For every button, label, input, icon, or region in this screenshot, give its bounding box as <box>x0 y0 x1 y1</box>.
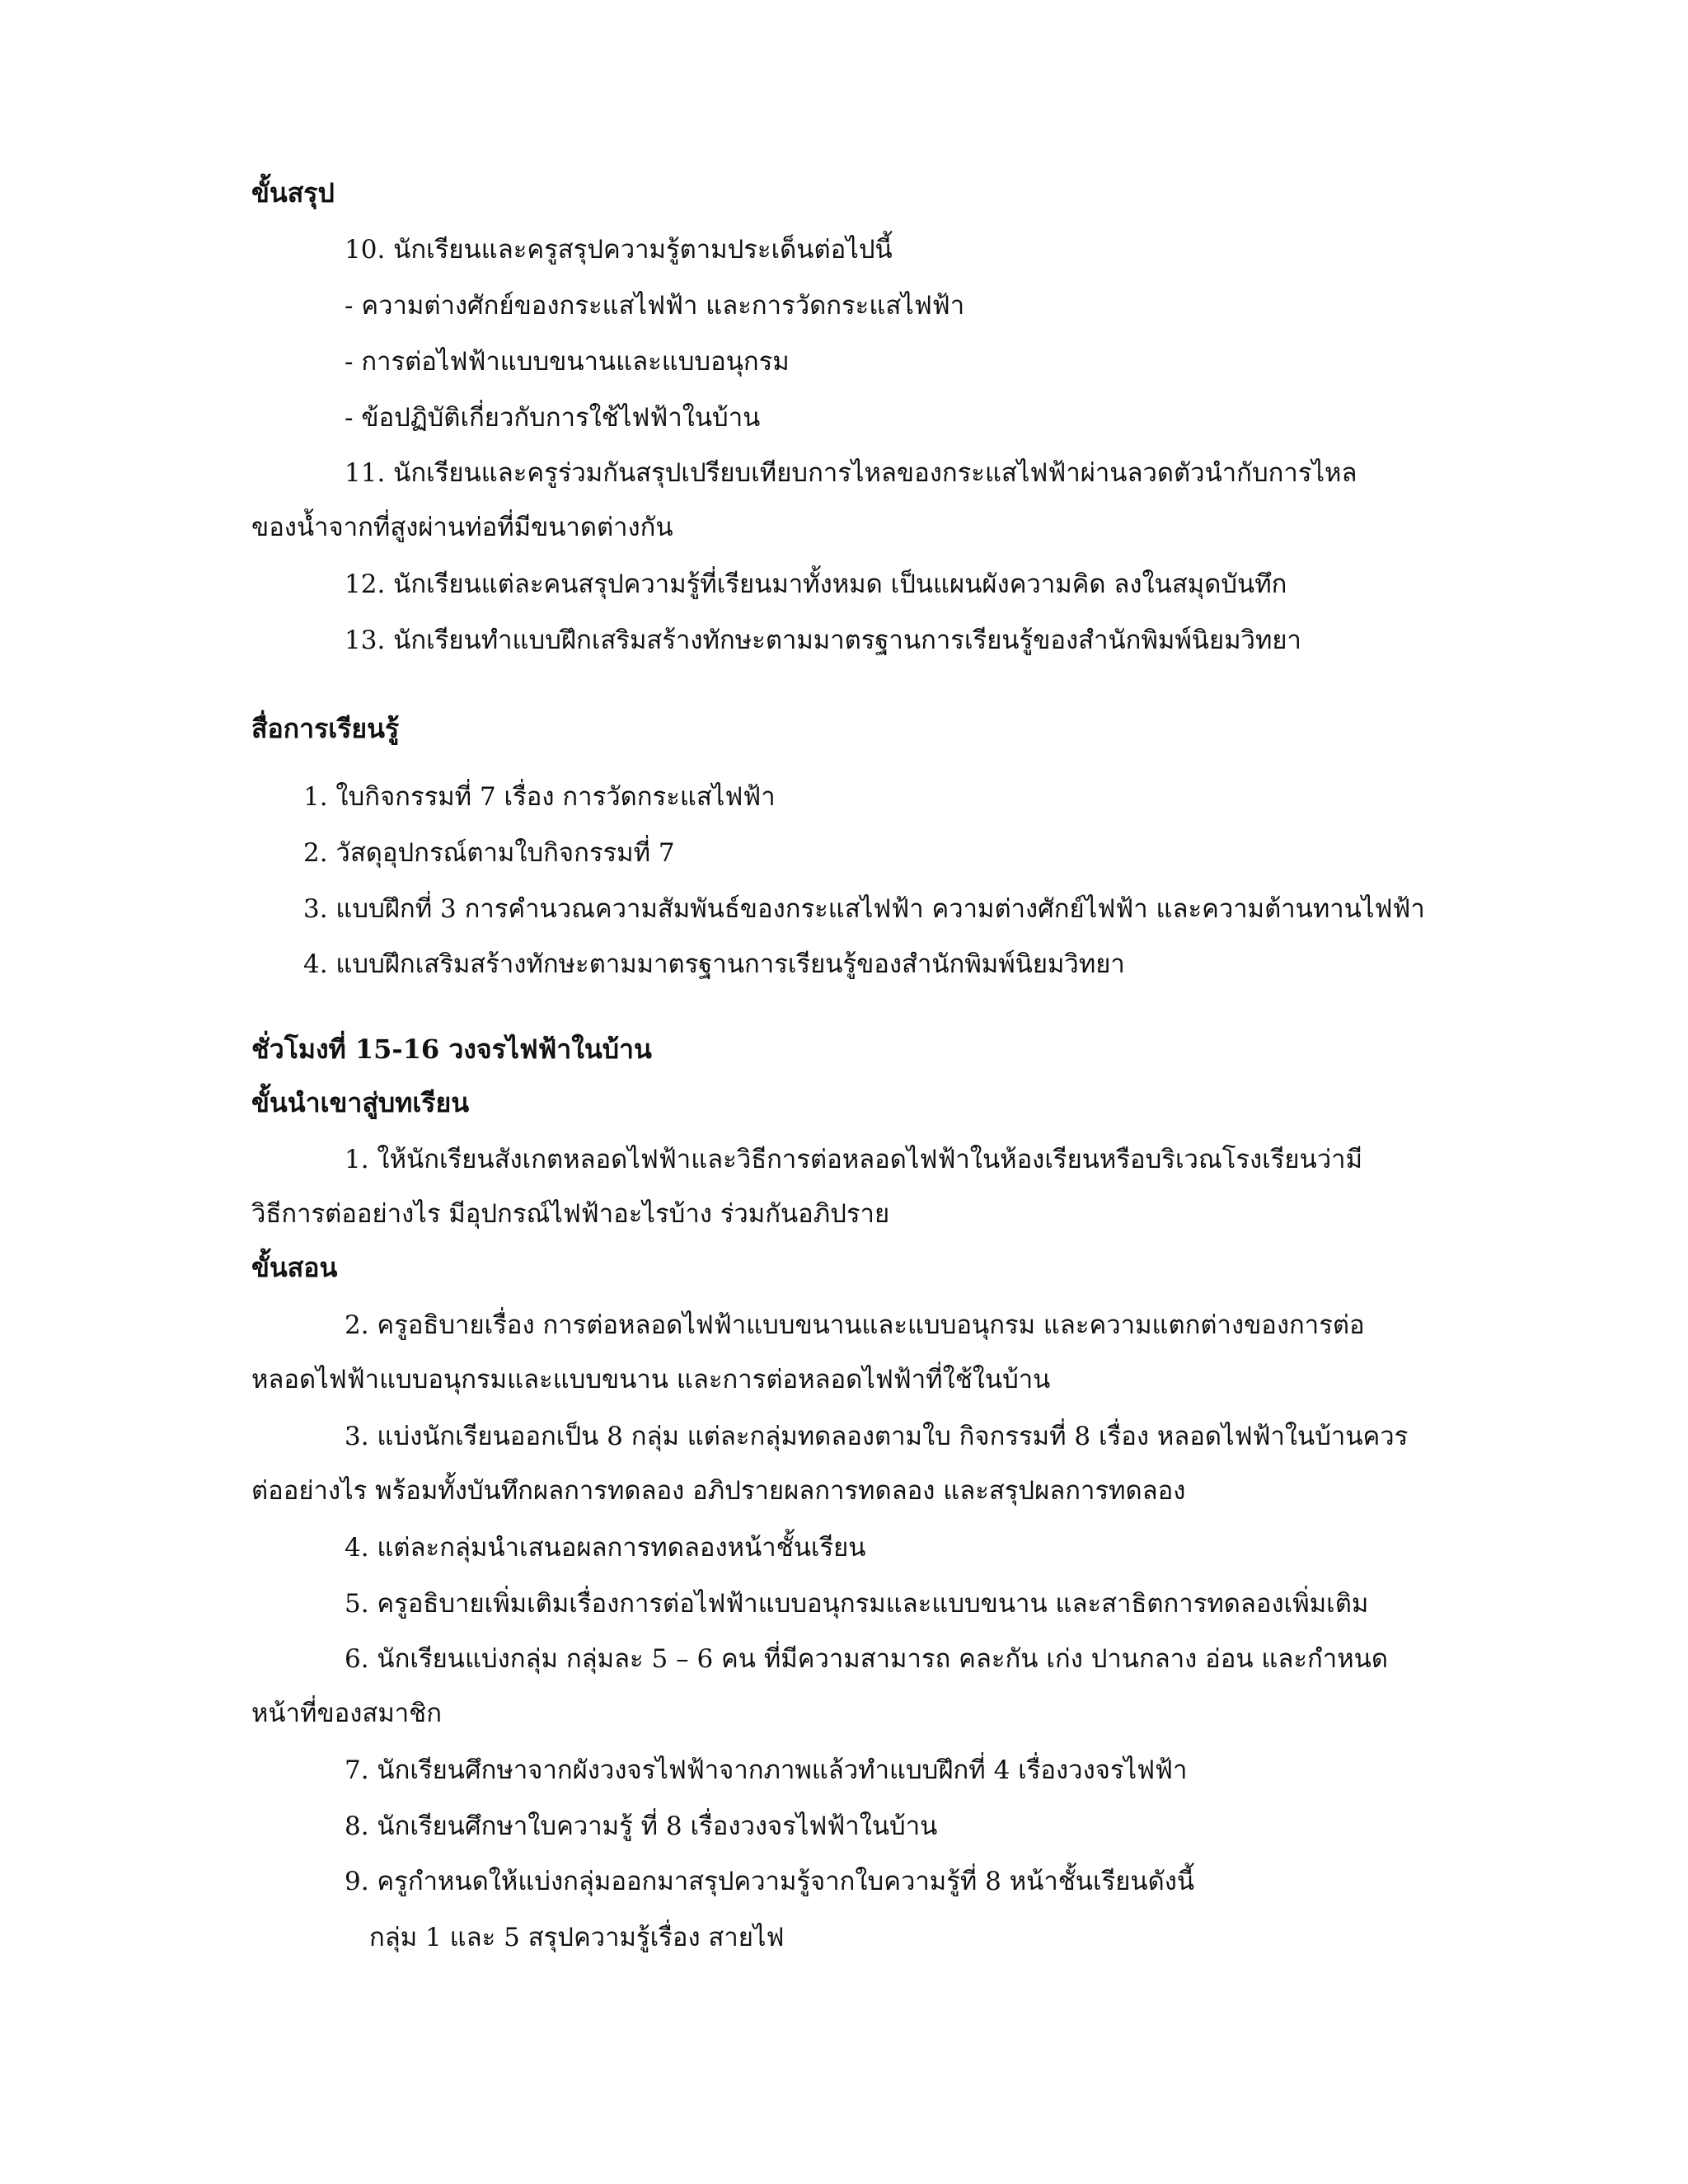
intro-item-1-line1: 1. ให้นักเรียนสังเกตหลอดไฟฟ้าและวิธีการต่อหลอดไฟฟ้าในห้องเรียนหรือบริเวณโรงเรียนว่ามี <box>345 1145 1363 1174</box>
summary-item-10: 10. นักเรียนและครูสรุปความรู้ตามประเด็นต่อไปนี้ <box>345 235 893 265</box>
teaching-item-9: 9. ครูกำหนดให้แบ่งกลุ่มออกมาสรุปความรู้จากใบความรู้ที่ 8 หน้าชั้นเรียนดังนี้ <box>345 1867 1195 1896</box>
teaching-item-3-line1: 3. แบ่งนักเรียนออกเป็น 8 กลุ่ม แต่ละกลุ่มทดลองตามใบ กิจกรรมที่ 8 เรื่อง หลอดไฟฟ้าในบ้านควร <box>345 1422 1409 1451</box>
summary-item-11-line2: ของน้ำจากที่สูงผ่านท่อที่มีขนาดต่างกัน <box>251 513 673 542</box>
teaching-heading: ขั้นสอน <box>251 1252 338 1283</box>
teaching-item-9-sub: กลุ่ม 1 และ 5 สรุปความรู้เรื่อง สายไฟ <box>369 1923 785 1952</box>
summary-bullet-1: - ความต่างศักย์ของกระแสไฟฟ้า และการวัดกระแสไฟฟ้า <box>345 291 965 321</box>
intro-heading: ขั้นนำเขาสู่บทเรียน <box>251 1087 470 1118</box>
teaching-item-7: 7. นักเรียนศึกษาจากผังวงจรไฟฟ้าจากภาพแล้วทำแบบฝึกที่ 4 เรื่องวงจรไฟฟ้า <box>345 1755 1188 1785</box>
summary-item-12: 12. นักเรียนแต่ละคนสรุปความรู้ที่เรียนมาทั้งหมด เป็นแผนผังความคิด ลงในสมุดบันทึก <box>345 569 1287 599</box>
teaching-item-2-line1: 2. ครูอธิบายเรื่อง การต่อหลอดไฟฟ้าแบบขนานและแบบอนุกรม และความแตกต่างของการต่อ <box>345 1310 1365 1340</box>
summary-item-13: 13. นักเรียนทำแบบฝึกเสริมสร้างทักษะตามมาตรฐานการเรียนรู้ของสำนักพิมพ์นิยมวิทยา <box>345 626 1301 655</box>
teaching-item-5: 5. ครูอธิบายเพิ่มเติมเรื่องการต่อไฟฟ้าแบบอนุกรมและแบบขนาน และสาธิตการทดลองเพิ่มเติม <box>345 1589 1369 1619</box>
summary-item-11-line1: 11. นักเรียนและครูร่วมกันสรุปเปรียบเทียบการไหลของกระแสไฟฟ้าผ่านลวดตัวนำกับการไหล <box>345 458 1357 488</box>
teaching-item-8: 8. นักเรียนศึกษาใบความรู้ ที่ 8 เรื่องวงจรไฟฟ้าในบ้าน <box>345 1811 938 1841</box>
teaching-item-6-line2: หน้าที่ของสมาชิก <box>251 1699 442 1728</box>
media-item-2: 2. วัสดุอุปกรณ์ตามใบกิจกรรมที่ 7 <box>303 838 675 868</box>
summary-heading: ขั้นสรุป <box>251 177 335 209</box>
teaching-item-3-line2: ต่ออย่างไร พร้อมทั้งบันทึกผลการทดลอง อภิปรายผลการทดลอง และสรุปผลการทดลอง <box>251 1476 1186 1506</box>
teaching-item-6-line1: 6. นักเรียนแบ่งกลุ่ม กลุ่มละ 5 – 6 คน ที่มีความสามารถ คละกัน เก่ง ปานกลาง อ่อน และกำหนด <box>345 1644 1388 1674</box>
teaching-item-2-line2: หลอดไฟฟ้าแบบอนุกรมและแบบขนาน และการต่อหลอดไฟฟ้าที่ใช้ในบ้าน <box>251 1365 1051 1394</box>
hour-heading: ชั่วโมงที่ 15-16 วงจรไฟฟ้าในบ้าน <box>251 1033 652 1065</box>
media-item-1: 1. ใบกิจกรรมที่ 7 เรื่อง การวัดกระแสไฟฟ้า <box>303 782 776 812</box>
intro-item-1-line2: วิธีการต่ออย่างไร มีอุปกรณ์ไฟฟ้าอะไรบ้าง ร่วมกันอภิปราย <box>251 1199 890 1229</box>
media-item-3: 3. แบบฝึกที่ 3 การคำนวณความสัมพันธ์ของกระแสไฟฟ้า ความต่างศักย์ไฟฟ้า และความต้านทานไฟฟ้า <box>303 894 1425 924</box>
media-item-4: 4. แบบฝึกเสริมสร้างทักษะตามมาตรฐานการเรียนรู้ของสำนักพิมพ์นิยมวิทยา <box>303 949 1125 979</box>
summary-bullet-3: - ข้อปฏิบัติเกี่ยวกับการใช้ไฟฟ้าในบ้าน <box>345 403 761 433</box>
teaching-item-4: 4. แต่ละกลุ่มนำเสนอผลการทดลองหน้าชั้นเรียน <box>345 1533 866 1563</box>
media-heading: สื่อการเรียนรู้ <box>251 713 400 744</box>
summary-bullet-2: - การต่อไฟฟ้าแบบขนานและแบบอนุกรม <box>345 347 790 377</box>
